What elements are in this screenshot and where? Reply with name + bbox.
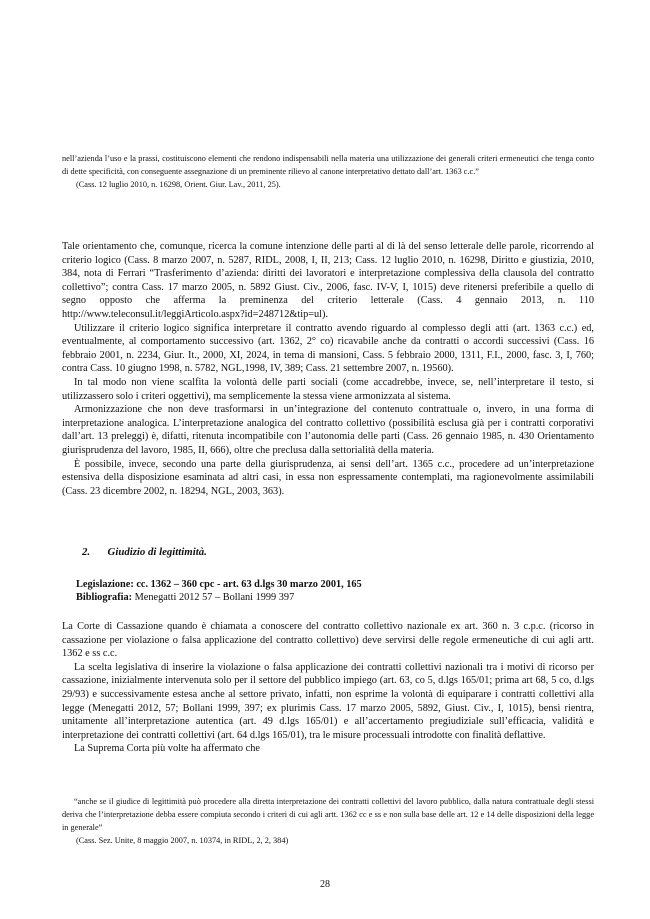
quote-text: nell’azienda l’uso e la prassi, costituiscono elementi che rendono indispensabili nella materia una utilizzazione dei generali criteri ermeneutici che tenga conto di dette specificità, con conseguente assegnazione di un preminente rilievo al canone interpretativo dettato dall’art. 1363 c.c.” [62, 154, 594, 176]
top-block-quote [62, 152, 594, 191]
legislazione-line [76, 578, 596, 591]
paragraph-8: La Suprema Corta più volte ha affermato che [74, 743, 260, 755]
bibliografia-value: Menegatti 2012 57 – Bollani 1999 397 [134, 592, 295, 603]
paragraph-1: Tale orientamento che, comunque, ricerca la comune intenzione delle parti al di là del senso letterale delle parole, ricorrendo al criterio logico (Cass. 8 marzo 2007, n. 5287, RIDL, 2008, I, II, 213; Cass. 12 luglio 2010, n. 16298, Diritto e giustizia, 2010, 384, nota di Ferrari “Trasferimento d’azienda: diritti dei lavoratori e interpretazione complessiva della clausola del contratto collettivo”; contra Cass. 17 marzo 2005, n. 5892 Giust. Civ., 2006, fasc. IV-V, I, 1015) deve ritenersi preferibile a quello di segno opposto che afferma la preminenza del criterio letterale (Cass. 4 gennaio 2013, n. 110 http://www.teleconsul.it/leggiArticolo.aspx?id=248712&tip=ul). [62, 241, 594, 320]
bibliografia-label: Bibliografia: [76, 592, 133, 603]
body-text-2 [62, 620, 594, 756]
bibliografia-line [76, 591, 596, 604]
section-title: Giudizio di legittimità. [107, 546, 207, 558]
paragraph-7: La scelta legislativa di inserire la violazione o falsa applicazione dei contratti collettivi nazionali tra i motivi di ricorso per cassazione, inizialmente intervenuta solo per il settore del pubblico impiego (art. 63, co 5, d.lgs 165/01; prima art 68, 5 co, d.lgs 29/93) e successivamente estesa anche al settore privato, infatti, non esprime la volontà di equiparare i contratti collettivi alla legge (Menegatti 2012, 57; Bollani 1999, 397; ex plurimis Cass. 17 marzo 2005, 5892, Giust. Civ., I, 1015), bensì rientra, unitamente all’interpretazione autentica (art. 49 d.lgs 165/01) e all’accertamento pregiudiziale sull’efficacia, validità e interpretazione dei contratti collettivi (art. 64 d.lgs 165/01), tra le misure processuali introdotte con finalità deflattive. [62, 661, 594, 741]
paragraph-6: La Corte di Cassazione quando è chiamata a conoscere del contratto collettivo nazionale ex art. 360 n. 3 c.p.c. (ricorso in cassazione per violazione o falsa applicazione del contratto collettivo) deve servirsi delle regole ermeneutiche di cui agli artt. 1362 e ss c.c. [62, 621, 594, 660]
bottom-block-quote [62, 795, 594, 847]
paragraph-5: È possibile, invece, secondo una parte della giurisprudenza, ai sensi dell’art. 1365 c.c., procedere ad un’interpretazione estensiva della disposizione esaminata ad altri casi, in essa non espressamente contemplati, ma ragionevolmente assimilabili (Cass. 23 dicembre 2002, n. 18294, NGL, 2003, 363). [62, 458, 594, 497]
quote-citation: (Cass. 12 luglio 2010, n. 16298, Orient. Giur. Lav., 2011, 25). [76, 180, 281, 189]
legislazione-value: cc. 1362 – 360 cpc - art. 63 d.lgs 30 marzo 2001, 165 [136, 579, 362, 590]
bottom-quote-text: “anche se il giudice di legittimità può procedere alla diretta interpretazione dei contratti collettivi del lavoro pubblico, dalla natura contrattuale degli stessi deriva che l’interpretazione debba essere compiuta secondo i criteri di cui agli artt. 1362 cc e ss e non sulla base delle art. 12 e 14 delle disposizioni della legge in generale” [62, 797, 594, 832]
section-number: 2. [82, 546, 91, 558]
paragraph-4: Armonizzazione che non deve trasformarsi in un’integrazione del contenuto contrattuale o, invero, in una forma di interpretazione analogica. L’interpretazione analogica del contratto collettivo (possibilità esclusa già per i contratti corporativi dall’art. 13 preleggi) è, difatti, ritenuta incompatibile con l’autonomia delle parti (Cass. 26 gennaio 1985, n. 430 Orientamento giurisprudenza del lavoro, 1985, II, 666), oltre che preclusa dalla settorialità della materia. [62, 404, 594, 456]
legislazione-label: Legislazione: [76, 579, 134, 590]
legislation-block [76, 578, 596, 604]
paragraph-3: In tal modo non viene scalfita la volontà delle parti sociali (come accadrebbe, invece, se, nell’interpretare il testo, si utilizzassero solo i criteri oggettivi), ma semplicemente la stessa viene armonizzata al sistema. [62, 376, 594, 402]
body-text-1 [62, 240, 594, 498]
section-heading [82, 546, 207, 558]
paragraph-2: Utilizzare il criterio logico significa interpretare il contratto avendo riguardo al complesso degli atti (art. 1363 c.c.) ed, eventualmente, al comportamento successivo (art. 1362, 2° co) ricavabile anche da contratti o accordi successivi (Cass. 16 febbraio 2001, n. 2234, Giur. It., 2000, XI, 2024, in tema di mansioni, Cass. 5 febbraio 2000, 1311, F.I., 2000, fasc. 3, I, 760; contra Cass. 10 giugno 1998, n. 5782, NGL,1998, IV, 389; Cass. 21 settembre 2007, n. 19560). [62, 322, 594, 375]
bottom-quote-citation: (Cass. Sez. Unite, 8 maggio 2007, n. 10374, in RIDL, 2, 2, 384) [76, 836, 289, 845]
page-number: 28 [320, 879, 330, 890]
